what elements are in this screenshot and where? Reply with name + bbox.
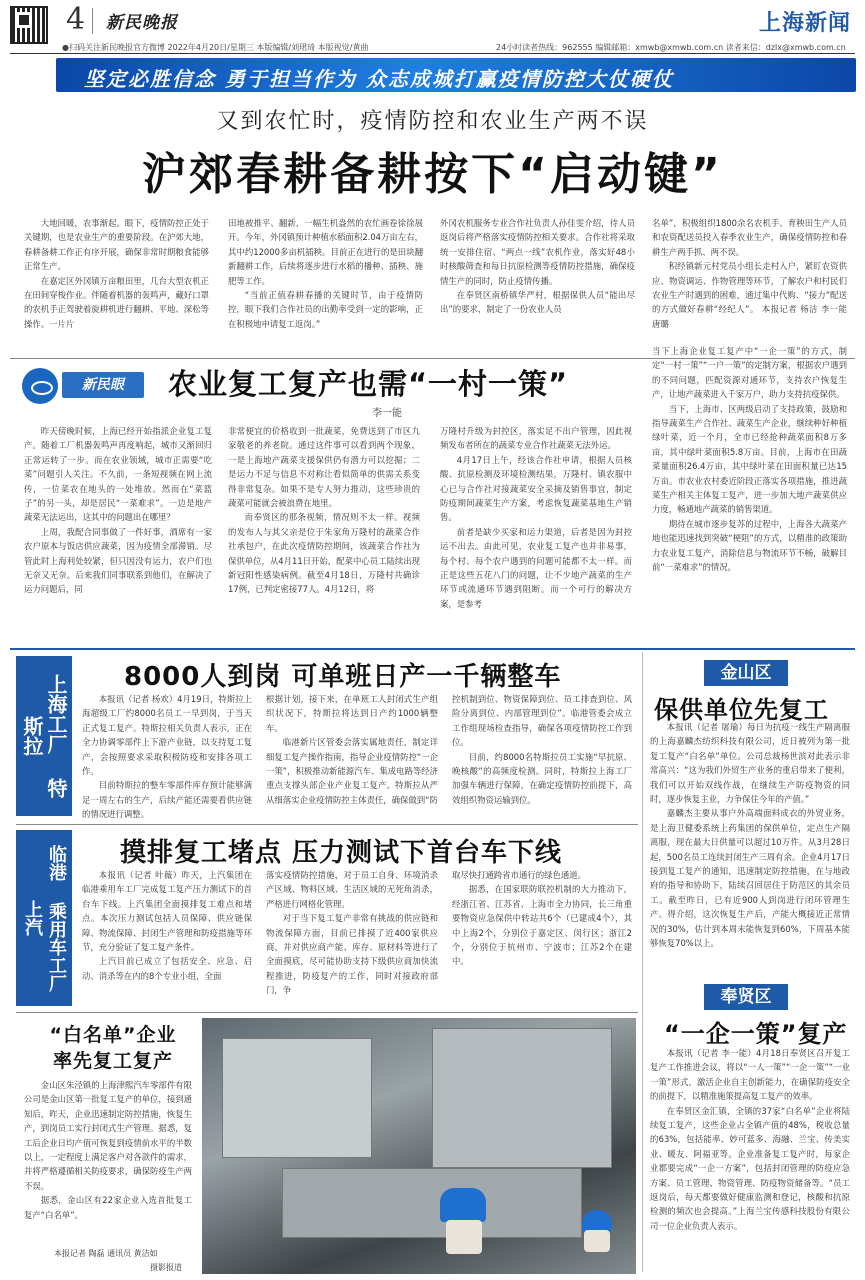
paragraph: 本报讯（记者 叶薇）昨天，上汽集团在临港乘用车工厂完成复工复产压力测试下的首台车下线。上汽集团全面摸排复工难点和堵点。本次压力测试包括人员保障、供应链保障、物流保障、封闭生产管理和防疫措施等环节，充分验证了复工复产条件。 — [82, 870, 252, 953]
newspaper-logo: 新民晚报 — [106, 13, 178, 33]
tesla-column-3 — [452, 692, 632, 820]
lead-column-4 — [652, 216, 847, 356]
paragraph: 本报讯（记者 杨欢）4月19日，特斯拉上海超级工厂约8000名员工一早到岗，于当天正式复工复产。特斯拉相关负责人表示，正在全力协调零部件上下游产业链，以支持复工复产，会按照要求采取积极防疫和安排各项工作。 — [82, 694, 252, 777]
opinion-column-2 — [228, 424, 420, 644]
opinion-author: 李一能 — [372, 408, 402, 419]
factory-workers-photo — [202, 1018, 636, 1274]
photo-credit-note: 摄影报道 — [150, 1263, 182, 1272]
paragraph: 期待在城市逐步复苏的过程中，上海各大蔬菜产地也能迅速找到突破“梗阻”的方式，以精准的政策助力农业复工复产，消除信息与物流环节不畅，破解目前“一菜难求”的情况。 — [652, 518, 847, 573]
tesla-headline: 8000人到岗 可单班日产一千辆整车 — [124, 662, 562, 692]
whitelist-headline: “白名单”企业 率先复工复产 — [49, 1024, 177, 1072]
slogan-text: 坚定必胜信念 勇于担当作为 众志成城打赢疫情防控大仗硬仗 — [84, 67, 674, 91]
fengxian-headline: “一企一策”复产 — [664, 1020, 848, 1048]
tesla-sidebar — [16, 656, 72, 816]
worker-face — [446, 1220, 482, 1254]
paragraph: 落实疫情防控措施，对于员工自身、环境消杀产区域、物料区域、生活区域的无死角消杀，严格进行网格化管理。 — [266, 870, 438, 909]
opinion-column-1 — [24, 424, 212, 644]
section-rule — [16, 1012, 638, 1013]
paragraph: 金山区朱泾镇的上海津熙汽车零部件有限公司是金山区第一批复工复产的单位，接到通知后，昨天，企业迅速制定防控措施，恢复生产，到岗员工实行封闭式生产管理。据悉，复工后企业日均产值可恢复到疫情前水平的半数以上，一定程度上满足客户对各款件的需求，并将严格遵循相关防疫要求，确保防疫生产两不误。 — [24, 1080, 192, 1191]
paragraph: 外冈农机服务专业合作社负责人孙佳雯介绍，待人员返岗后将严格落实疫情防控相关要求。合作社将采取统一安排住宿、“两点一线”农机作业，落实好48小时核酸筛查和每日抗原检测等疫情防控措施，确保疫情生产的同时，防止疫情传播。 — [440, 218, 635, 286]
paragraph: 非常便宜的价格收到一批蔬菜，免费送到了市区九家敬老的养老院。通过这件事可以看到两个现象，一是上海地产蔬菜支援保供仍有潜力可以挖掘；二是运力不足与信息不对称让看似简单的供需关系变得非常复杂。如果不是专人努力推动，这些珍贵的蔬菜可能就会被浪费在地里。 — [228, 426, 420, 509]
section-title: 上海新闻 — [758, 11, 851, 36]
lead-column-2 — [228, 216, 423, 356]
masthead-rule — [10, 53, 855, 54]
paragraph: 4月17日上午，经该合作社申请，根据人员核酸、抗原检测及环境检测结果，万隆村、镇农服中心已与合作社对接蔬菜安全采摘及销售事宜，制定防疫期间蔬菜生产方案，考虑恢复蔬菜基地生产销售。 — [440, 454, 632, 523]
fengxian-body — [650, 1046, 850, 1274]
paragraph: 本报讯（记者 屠瑜）每日为抗疫一线生产隔离服的上海嘉麟杰纺织科技有限公司，近日被列为第一批复工复产“白名单”单位。公司总裁杨世滨对此表示非常高兴：“这为我们外贸生产业务的重启带来了便利，我们可以开始双线作战，在继续生产防疫物资的同时，逐步恢复主业，力争保住今年的产值。” — [650, 722, 850, 805]
section-rule — [10, 648, 855, 650]
paragraph: 在奉贤区南桥镇华严村，根据保供人员“能出尽出”的要求，制定了一份农业人员 — [440, 290, 635, 315]
jinshan-body — [650, 720, 850, 978]
worker-face — [584, 1230, 610, 1252]
column-tag: 新民眼 — [62, 372, 144, 398]
tesla-column-2 — [266, 692, 438, 820]
hard-hat-icon — [582, 1210, 612, 1232]
paragraph: 大地回暖，农事渐起。眼下，疫情防控正处于关键期，也是农业生产的重要阶段。在沪郊大地，春耕备耕工作正有序开展，确保非常时期粮食能够正常生产。 — [24, 218, 209, 272]
paragraph: 根据计划，接下来，在单班工人封闭式生产组织状况下，特斯拉将达到日产约1000辆整车。 — [266, 694, 438, 733]
paragraph: 而奉贤区的那条视频，情况则不太一样。视频的发布人与其父亲是位于朱家角万隆村的蔬菜合作社承包户，在此次疫情防控期间，该蔬菜合作社为保供单位，从4月11日开始，配菜中心员工陆续出现新冠阳性感染病例。截至4月18日，万隆村共确诊17例，已判定密接77人。4月12日，将 — [228, 512, 420, 595]
qr-code-icon[interactable] — [10, 6, 48, 44]
tesla-column-1 — [82, 692, 252, 820]
jinshan-headline: 保供单位先复工 — [654, 696, 829, 724]
fengxian-district-tag: 奉贤区 — [704, 984, 788, 1010]
saic-sidebar — [16, 830, 72, 1006]
paragraph: 目前特斯拉的整车零部件库存预计能够满足一周左右的生产，后续产能还需要看供应链的情况进行调整。 — [82, 780, 252, 820]
paragraph: 对于当下复工复产非常有挑战的供应链和物流保障方面，目前已排摸了近400家供应商，并对供应商产能、库存、原材料等进行了全面摸底，尽可能协助支持下级供应商加快流程推进，防疫复产的工作，同时对接政府部门，争 — [266, 913, 438, 996]
hard-hat-icon — [440, 1188, 486, 1222]
car-body-part — [282, 1168, 582, 1238]
car-body-part — [222, 1038, 372, 1158]
paragraph: 目前，约8000名特斯拉员工实施“早抗原、晚核酸”的高频度检测。同时，特斯拉上海工厂加强车辆进行保障，在确定疫情防控前提下，高效组织物资运输到位。 — [452, 751, 632, 805]
paragraph: 临港新片区管委会落实属地责任，制定详细复工复产操作指南，指导企业疫情防控“一企一策”，积极推动新能源汽车、集成电路等经济重点支撑头部企业产业复工复产。特斯拉从严从细落实企业疫情防控主体责任，确保做到“防 — [266, 737, 438, 805]
photo-credit: 本报记者 陶磊 通讯员 黄洁如 — [54, 1249, 158, 1258]
section-rule — [16, 824, 638, 825]
opinion-headline: 农业复工复产也需“一村一策” — [168, 367, 569, 401]
paragraph: 积经镇新元村党员小组长走村入户，紧盯农资供应、物资调运、作物管理等环节，了解农户和村民们农业生产时遇到的困难，通过集中代购、“接力”配送的方式做好春耕“经纪人”。 本报记者 杨洁 李一能 唐璐 — [652, 261, 847, 329]
paragraph: 本报讯（记者 李一能）4月18日奉贤区召开复工复产工作推进会议，将以“一人一策”“一企一策”“一业一策”形式，激活企业自主创新能力，在确保防疫安全的前提下，以精准施策提高复工复产的效率。 — [650, 1048, 850, 1102]
car-body-part — [432, 1028, 612, 1168]
jinshan-district-tag: 金山区 — [704, 660, 788, 686]
opinion-column-3 — [440, 424, 632, 644]
paragraph: “当前正值春耕春播的关键时节，由于疫情防控，眼下我们合作社员的出勤率受到一定的影响，正在积极地申请复工返岗。” — [228, 290, 423, 329]
paragraph: 上汽目前已成立了包括安全、应急、启动、消杀等在内的8个专业小组，全面 — [82, 956, 252, 981]
paragraph: 万隆村升级为封控区，落实足不出户管理，因此视频发布者所在的蔬菜专业合作社蔬菜无法外运。 — [440, 426, 632, 451]
lead-column-3 — [440, 216, 635, 356]
lead-headline: 沪郊春耕备耕按下“启动键” — [142, 149, 723, 200]
saic-side-title: 临港 乘用车工厂 上汽 — [22, 844, 67, 992]
eye-icon — [22, 368, 58, 404]
lead-kicker: 又到农忙时，疫情防控和农业生产两不误 — [216, 109, 649, 134]
paragraph: 在奉贤区金汇镇，全镇的37家“白名单”企业将陆续复工复产，这些企业占全镇产值的48%，税收总量的63%，包括能率、妙可蓝多、海融、兰宝、传美实业、暖友、阿福亚等。企业准备复工复产时，每家企业都要完成“一企一方案”，包括封闭管理的防疫应急方案、员工管理、物资管理、防疫物资储备等。“员工返岗后，每天都要做好健康监测和登记，核酸和抗原检测的频次也会提高。”上海兰宝传感科技股份有限公司一位企业负责人表示。 — [650, 1105, 850, 1231]
paragraph: 田地被推平、翻新，一幅生机盎然的农忙画卷徐徐展开。今年，外冈镇预计种植水稻面积2.04万亩左右，其中约12000多亩机插秧。目前正在进行的是田块翻新翻耕工作，后续将逐步进行水稻的播种、插秧、施肥等工作。 — [228, 218, 423, 286]
column-divider — [642, 652, 643, 1272]
paragraph: 上周，我配合同事做了一件好事，酒席有一家农户原本与饭店供应蔬菜，因为疫情全部滞销。尽管此时上海利处较紧，但只因没有运力，农户们也无奈又无奈。后来我们同事联系到他们，在解决了运力问题后，同 — [24, 526, 212, 595]
whitelist-body — [24, 1078, 192, 1246]
opinion-column-4 — [652, 344, 847, 644]
masthead-meta-right: 24小时读者热线：962555 编辑邮箱：xmwb@xmwb.com.cn 读者来信：dzlx@xmwb.com.cn — [496, 43, 846, 52]
paragraph: 据悉，金山区有22家企业入选首批复工复产“白名单”。 — [24, 1195, 192, 1220]
slogan-banner — [56, 58, 856, 92]
paragraph: 控机制到位、物资保障到位、员工排查到位、风险分离到位、内部管理到位”。临港管委会成立工作组现场检查指导，确保各项疫情防控工作到位。 — [452, 694, 632, 748]
paragraph: 取尽快打通跨省市通行的绿色通道。 — [452, 870, 586, 880]
paragraph: 嘉麟杰主要从事户外高端面料成衣的外贸业务，是上海卫健委系统上药集团的保供单位，定点生产隔离服，现在最大日供量可以超过10万件。从3月28日起，500名员工连续封闭生产三周有余。企业4月17日接到复工复产的通知，迅速制定防控措施，在与地政府的指导和协助下，陆续召回居住于防范区的其余员工。截至昨日，已有近900人到岗进行闭环管理生产。得介绍，这次恢复生产后，产能大概接近正常情况的30%，估计到本周末能恢复到60%，下周基本能够恢复70%以上。 — [650, 808, 850, 949]
paragraph: 前者是缺少买家和运力渠道，后者是因为封控运不出去。由此可见，农业复工复产也并非易事，每个村、每个农户遇到的问题可能都不太一样。而正是这些五花八门的问题，让不少地产蔬菜的生产环节或流通环节遇到阻断。而一个可行的解决方案，是参考 — [440, 526, 632, 609]
paragraph: 名单”，积极组织1800余名农机手、育秧田生产人员和农资配送员投入春季农业生产，确保疫情防控和春耕生产两手抓、两不误。 — [652, 218, 847, 257]
paragraph: 昨天傍晚时候，上海已经开始指派企业复工复产。随着工厂机器轰鸣声再度响起，城市又渐回归正常运转了一步。而在农业领域，城市正需要“吃菜”问题引人关注。不久前，一条短视频在网上流传，一位菜农在地头的一处堆放。然而在“菜篮子”的另一头，却是居民“一菜难求”。一边是地产蔬菜无法运出，这其中的问题出在哪里？ — [24, 426, 212, 523]
page-number: 4 — [66, 2, 86, 37]
paragraph: 在嘉定区外冈镇万亩粮田里，几台大型农机正在田间穿梭作业。伴随着机器的轰鸣声，藏好口罩的农机手正驾驶着旋耕机进行翻耕、平地、深松等操作。一片片 — [24, 275, 209, 329]
saic-column-3 — [452, 868, 632, 1010]
paragraph: 据悉，在国家联防联控机制的大力推动下，经浙江省、江苏省、上海市全力协同，长三角重要物资应急保供中转站共6个（已建成4个），其中上海2个，分别位于嘉定区、闵行区；浙江2个，分别位于杭州市、宁波市；江苏2个在建中。 — [452, 884, 632, 967]
lead-column-1 — [24, 216, 209, 356]
paragraph: 当下，上海市、区两级启动了支持政策，鼓励和指导蔬菜生产合作社、蔬菜生产企业，继续种好种植绿叶菜，近一个月，全市已经抢种蔬菜面积8万多亩，其中绿叶菜面积5.8万亩。目前，上海市在田蔬菜量面积26.4万亩，其中绿叶菜在田面积量已达15万亩。市农业农村委近阶段正落实各项措施，推进蔬菜生产相关主体复工复产，进一步加大地产蔬菜供应力度，畅通地产蔬菜的销售渠道。 — [652, 403, 847, 515]
saic-column-1 — [82, 868, 252, 1010]
saic-headline: 摸排复工堵点 压力测试下首台车下线 — [120, 838, 563, 868]
saic-column-2 — [266, 868, 438, 1010]
paragraph: 当下上海企业复工复产中“一企一策”的方式，制定“一村一策”“一户一策”的定制方案，根据农户遇到的不同问题，匹配资源对通环节，支持农户恢复生产，让地产蔬菜进入千家万户，助力支持抗疫保供。 — [652, 346, 847, 400]
tesla-side-title: 上海工厂 特斯拉 — [20, 674, 68, 798]
divider — [92, 8, 93, 34]
masthead-meta-left: ●扫码关注新民晚报官方微博 2022年4月20日/星期三 本版编辑/刘珺琦 本版视觉/黄曲 — [62, 43, 369, 52]
